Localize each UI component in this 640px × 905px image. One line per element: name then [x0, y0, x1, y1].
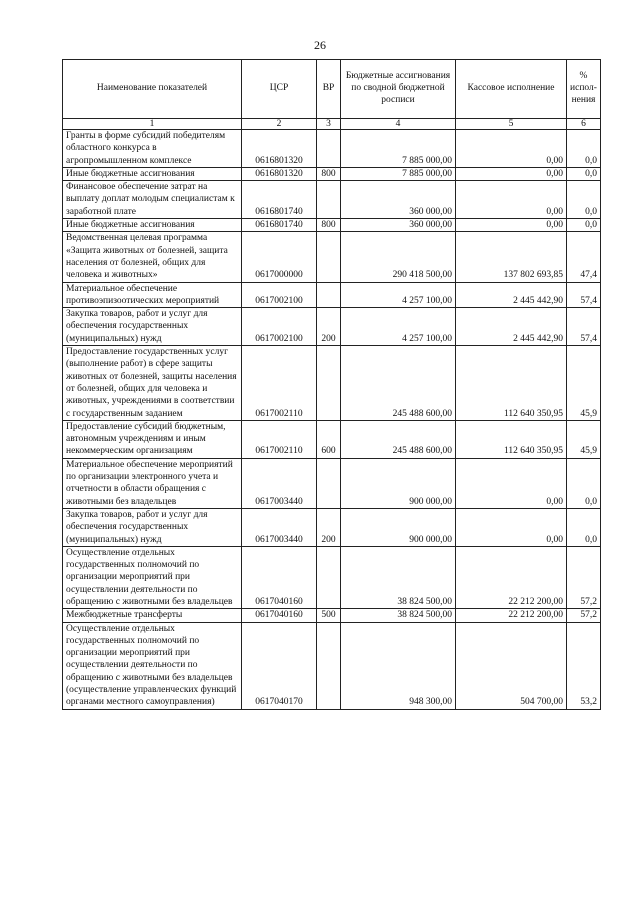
- row-percent: 57,2: [567, 546, 601, 608]
- row-name: Предоставление государственных услуг (выполнение работ) в сфере защиты животных от болезней, защиты населения от болезней, общих для человека и животных, учреждениями в соответствии с государственным заданием: [63, 346, 242, 421]
- row-cash: 0,00: [456, 458, 567, 508]
- row-vr: [317, 282, 341, 308]
- header-percent: % испол-нения: [567, 60, 601, 119]
- table-row: [63, 546, 601, 608]
- row-percent: 0,0: [567, 458, 601, 508]
- row-percent: 0,0: [567, 219, 601, 232]
- row-cash: 504 700,00: [456, 622, 567, 709]
- row-csr: 0617040170: [242, 622, 317, 709]
- row-csr: 0616801740: [242, 219, 317, 232]
- row-budget: 38 824 500,00: [341, 609, 456, 622]
- row-budget: 290 418 500,00: [341, 232, 456, 282]
- table-row: [63, 622, 601, 709]
- table-row: [63, 420, 601, 458]
- row-vr: [317, 622, 341, 709]
- row-vr: 800: [317, 167, 341, 180]
- row-percent: 57,2: [567, 609, 601, 622]
- column-number: 6: [567, 119, 601, 130]
- row-budget: 900 000,00: [341, 458, 456, 508]
- row-cash: 0,00: [456, 167, 567, 180]
- row-budget: 360 000,00: [341, 219, 456, 232]
- row-csr: 0617002110: [242, 346, 317, 421]
- column-number-row: [63, 119, 601, 130]
- header-vr: ВР: [317, 60, 341, 119]
- header-budget: Бюджетные ассигнования по сводной бюджетной росписи: [341, 60, 456, 119]
- column-number: 1: [63, 119, 242, 130]
- row-vr: 600: [317, 420, 341, 458]
- row-csr: 0617000000: [242, 232, 317, 282]
- row-budget: 245 488 600,00: [341, 420, 456, 458]
- row-name: Финансовое обеспечение затрат на выплату доплат молодым специалистам к заработной плате: [63, 181, 242, 219]
- row-vr: 200: [317, 508, 341, 546]
- row-csr: 0617002110: [242, 420, 317, 458]
- row-cash: 0,00: [456, 219, 567, 232]
- row-csr: 0617003440: [242, 508, 317, 546]
- row-vr: [317, 232, 341, 282]
- row-cash: 0,00: [456, 508, 567, 546]
- row-budget: 38 824 500,00: [341, 546, 456, 608]
- row-name: Ведомственная целевая программа «Защита животных от болезней, защита населения от болезней, общих для человека и животных»: [63, 232, 242, 282]
- row-percent: 57,4: [567, 282, 601, 308]
- table-row: [63, 232, 601, 282]
- row-cash: 112 640 350,95: [456, 420, 567, 458]
- row-name: Межбюджетные трансферты: [63, 609, 242, 622]
- row-csr: 0616801320: [242, 167, 317, 180]
- table-row: [63, 282, 601, 308]
- table-row: [63, 167, 601, 180]
- row-csr: 0617002100: [242, 282, 317, 308]
- row-cash: 22 212 200,00: [456, 609, 567, 622]
- row-cash: 22 212 200,00: [456, 546, 567, 608]
- budget-execution-table: [62, 59, 601, 710]
- row-percent: 57,4: [567, 308, 601, 346]
- row-vr: [317, 130, 341, 168]
- row-budget: 948 300,00: [341, 622, 456, 709]
- row-csr: 0617003440: [242, 458, 317, 508]
- row-cash: 2 445 442,90: [456, 308, 567, 346]
- row-budget: 4 257 100,00: [341, 282, 456, 308]
- row-name: Материальное обеспечение мероприятий по организации электронного учета и отчетности в области обращения с животными без владельцев: [63, 458, 242, 508]
- row-percent: 45,9: [567, 420, 601, 458]
- row-budget: 7 885 000,00: [341, 130, 456, 168]
- row-name: Иные бюджетные ассигнования: [63, 219, 242, 232]
- row-vr: 200: [317, 308, 341, 346]
- table-row: [63, 508, 601, 546]
- row-csr: 0616801740: [242, 181, 317, 219]
- column-number: 5: [456, 119, 567, 130]
- row-cash: 0,00: [456, 181, 567, 219]
- table-row: [63, 130, 601, 168]
- row-percent: 45,9: [567, 346, 601, 421]
- row-budget: 7 885 000,00: [341, 167, 456, 180]
- row-percent: 0,0: [567, 167, 601, 180]
- row-csr: 0617040160: [242, 609, 317, 622]
- column-number: 2: [242, 119, 317, 130]
- row-name: Материальное обеспечение противоэпизоотических мероприятий: [63, 282, 242, 308]
- row-percent: 0,0: [567, 181, 601, 219]
- row-budget: 4 257 100,00: [341, 308, 456, 346]
- row-percent: 0,0: [567, 508, 601, 546]
- row-percent: 53,2: [567, 622, 601, 709]
- page-number: 26: [314, 38, 326, 52]
- row-percent: 47,4: [567, 232, 601, 282]
- row-name: Гранты в форме субсидий победителям областного конкурса в агропромышленном комплексе: [63, 130, 242, 168]
- row-vr: [317, 458, 341, 508]
- row-cash: 112 640 350,95: [456, 346, 567, 421]
- row-vr: [317, 181, 341, 219]
- row-cash: 137 802 693,85: [456, 232, 567, 282]
- row-cash: 2 445 442,90: [456, 282, 567, 308]
- header-name: Наименование показателей: [63, 60, 242, 119]
- row-csr: 0616801320: [242, 130, 317, 168]
- table-row: [63, 308, 601, 346]
- row-name: Иные бюджетные ассигнования: [63, 167, 242, 180]
- header-row: [63, 60, 601, 119]
- table-row: [63, 458, 601, 508]
- row-name: Закупка товаров, работ и услуг для обеспечения государственных (муниципальных) нужд: [63, 308, 242, 346]
- column-number: 4: [341, 119, 456, 130]
- table-row: [63, 609, 601, 622]
- row-vr: 500: [317, 609, 341, 622]
- table-row: [63, 219, 601, 232]
- row-budget: 900 000,00: [341, 508, 456, 546]
- table-row: [63, 346, 601, 421]
- row-percent: 0,0: [567, 130, 601, 168]
- header-cash: Кассовое исполнение: [456, 60, 567, 119]
- row-vr: [317, 546, 341, 608]
- row-vr: [317, 346, 341, 421]
- column-number: 3: [317, 119, 341, 130]
- row-budget: 360 000,00: [341, 181, 456, 219]
- table-row: [63, 181, 601, 219]
- row-name: Осуществление отдельных государственных полномочий по организации мероприятий при осуществлении деятельности по обращению с животными без владельцев (осуществление управленческих функций органами местного самоуправления): [63, 622, 242, 709]
- header-csr: ЦСР: [242, 60, 317, 119]
- row-name: Предоставление субсидий бюджетным, автономным учреждениям и иным некоммерческим организациям: [63, 420, 242, 458]
- row-cash: 0,00: [456, 130, 567, 168]
- row-vr: 800: [317, 219, 341, 232]
- row-name: Осуществление отдельных государственных полномочий по организации мероприятий при осуществлении деятельности по обращению с животными без владельцев: [63, 546, 242, 608]
- row-budget: 245 488 600,00: [341, 346, 456, 421]
- row-csr: 0617040160: [242, 546, 317, 608]
- row-csr: 0617002100: [242, 308, 317, 346]
- row-name: Закупка товаров, работ и услуг для обеспечения государственных (муниципальных) нужд: [63, 508, 242, 546]
